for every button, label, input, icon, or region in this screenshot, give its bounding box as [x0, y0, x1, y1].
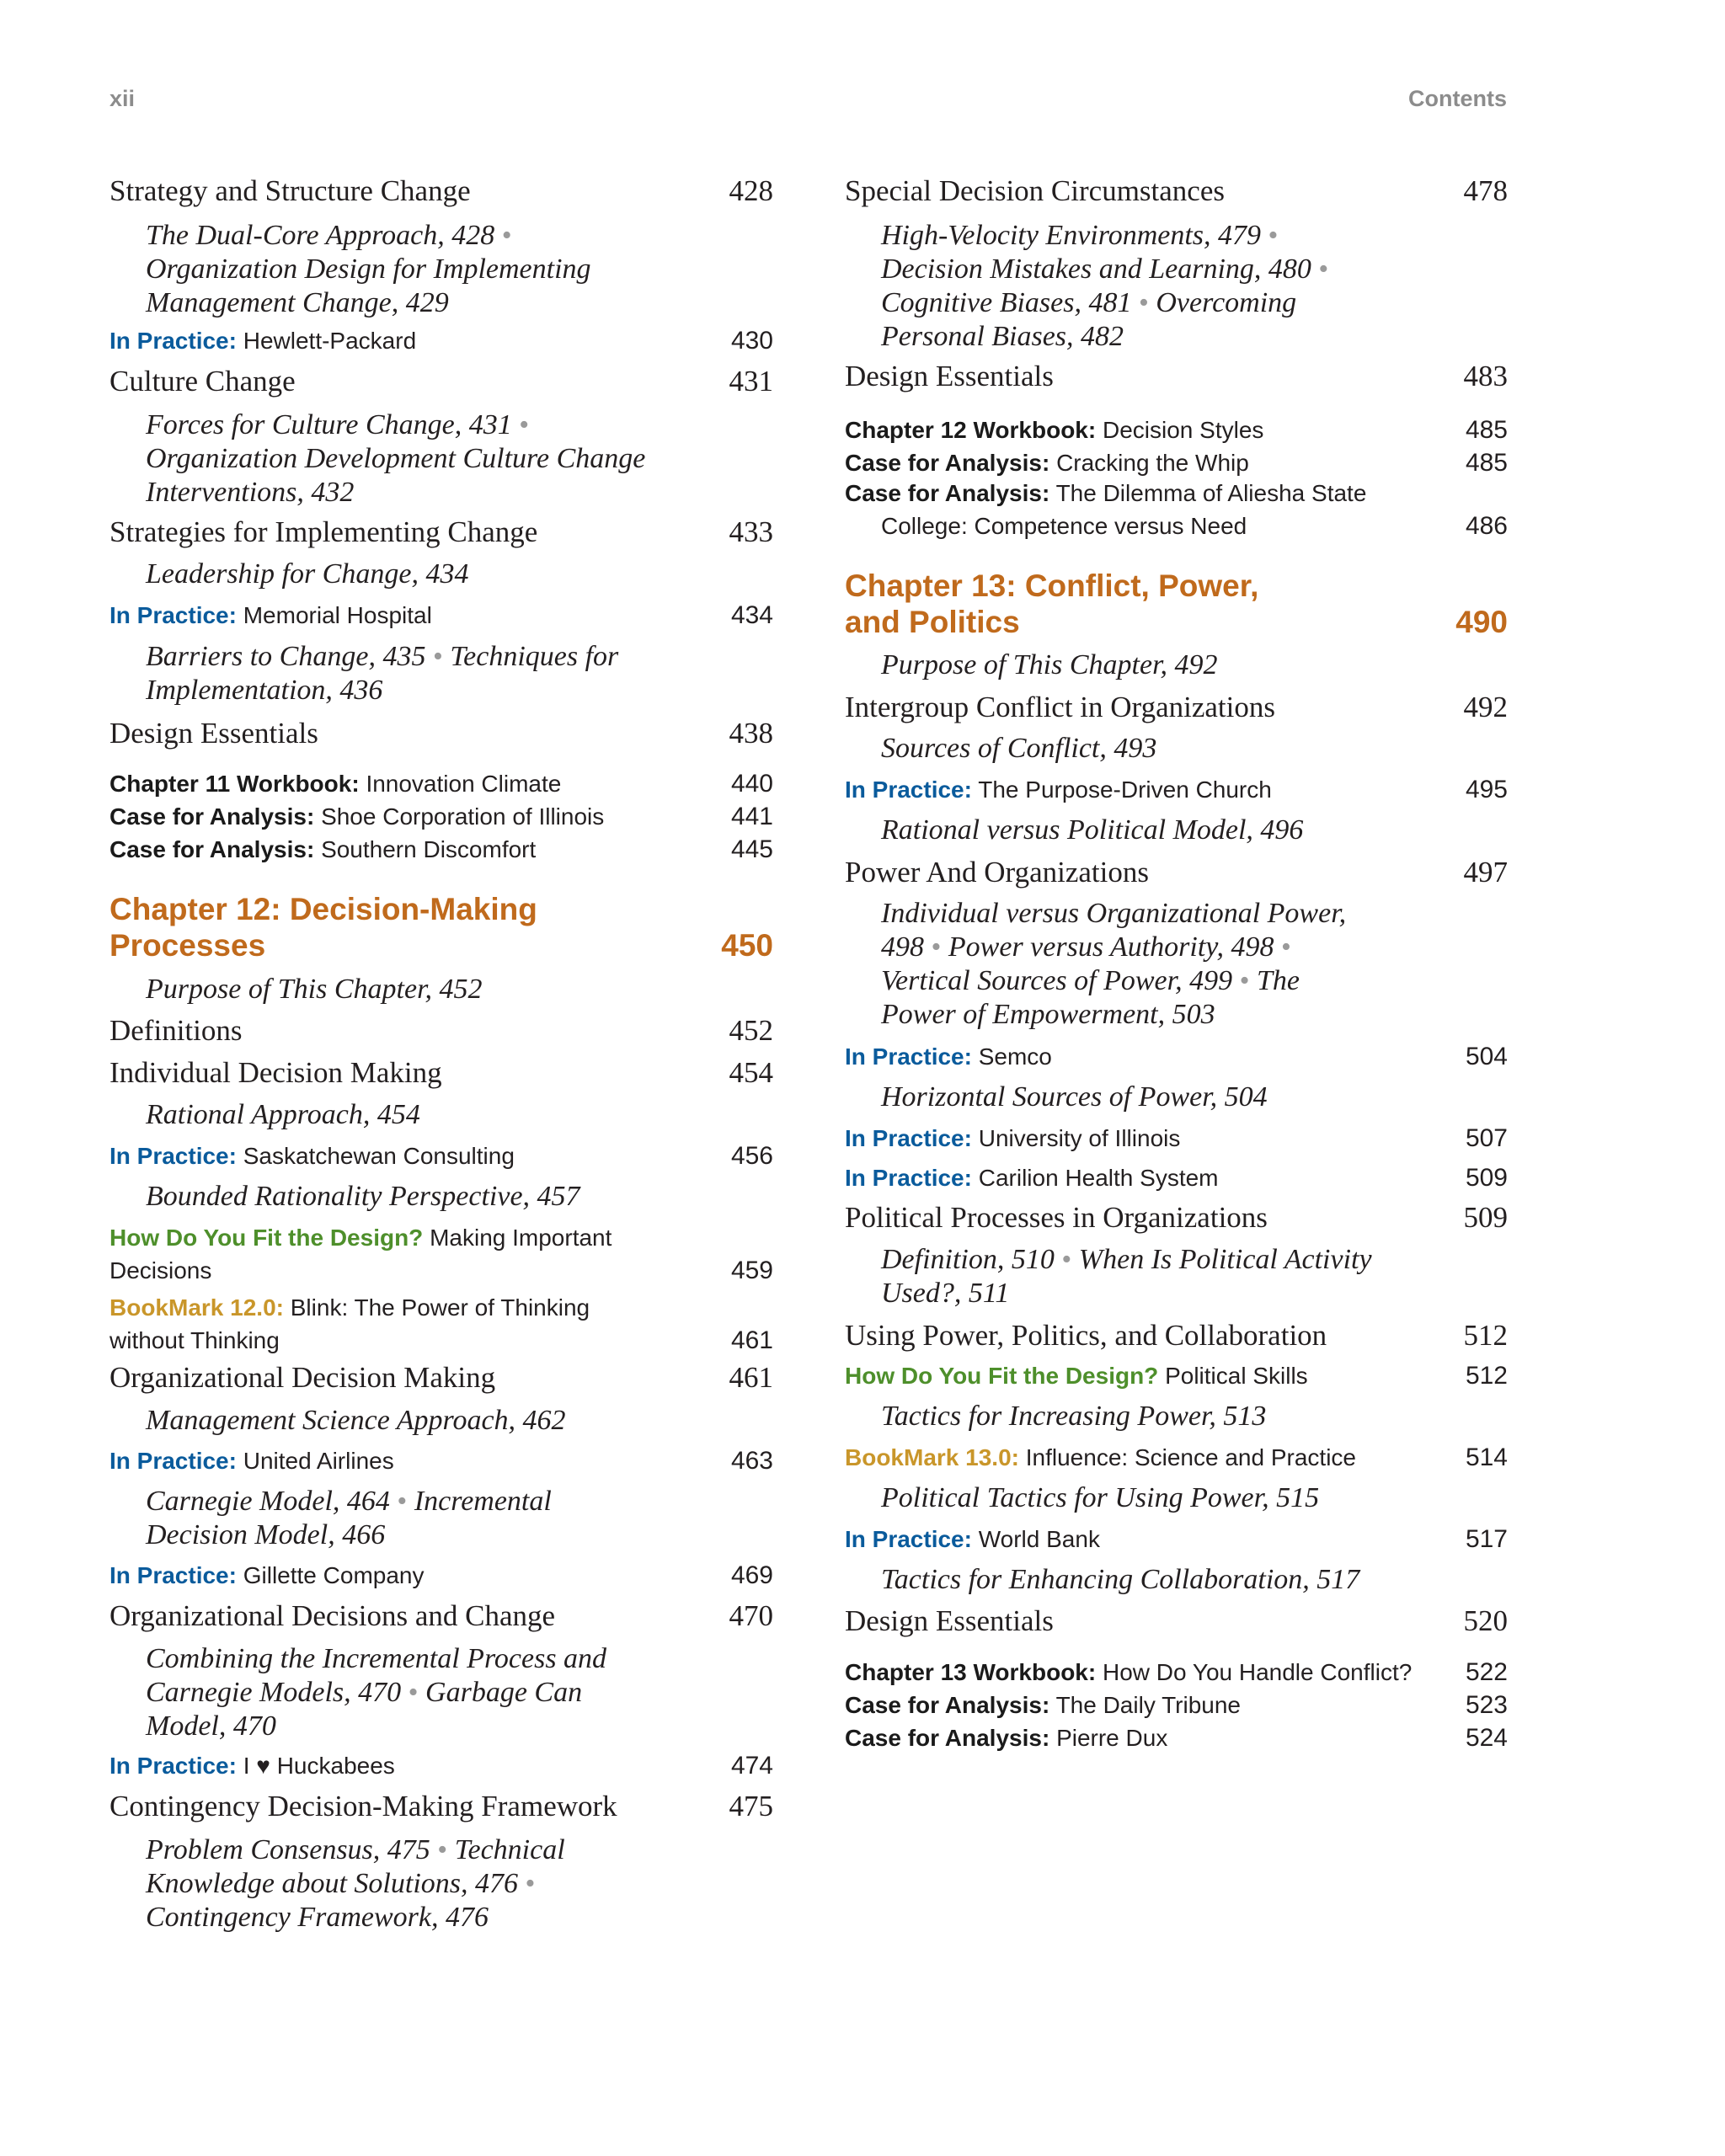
bullet-separator: •	[1061, 1244, 1072, 1275]
toc-subtopics: Rational versus Political Model, 496	[881, 814, 1304, 846]
feature-label: In Practice:	[109, 602, 237, 628]
page-ref: 514	[1465, 1444, 1508, 1471]
toc-subtopics: The Dual-Core Approach, 428 • Organization Design for Implementing Management Change, 429	[146, 220, 591, 318]
page-ref: 431	[729, 365, 773, 398]
toc-feature[interactable]: In Practice: The Purpose-Driven Church 495	[845, 773, 1508, 806]
page-ref: 486	[1465, 512, 1508, 540]
toc-subtopics: Horizontal Sources of Power, 504	[881, 1081, 1268, 1113]
feature-label: Chapter 12 Workbook:	[845, 417, 1097, 443]
bullet-separator: •	[501, 220, 512, 251]
chapter-page-ref: 490	[1455, 605, 1508, 639]
toc-case[interactable]: Case for Analysis: Cracking the Whip 485	[845, 446, 1508, 479]
page-ref: 478	[1463, 174, 1508, 207]
feature-label: How Do You Fit the Design?	[845, 1363, 1159, 1389]
running-head: Contents	[1408, 86, 1507, 111]
bullet-separator: •	[1268, 220, 1279, 251]
toc-subtopics: Purpose of This Chapter, 492	[881, 649, 1218, 680]
feature-label: In Practice:	[109, 1562, 237, 1588]
toc-feature[interactable]: In Practice: Hewlett-Packard 430	[109, 324, 773, 357]
bullet-separator: •	[1281, 931, 1291, 963]
toc-heading[interactable]: Strategies for Implementing Change 433	[109, 515, 773, 548]
page-ref: 485	[1465, 416, 1508, 444]
page-ref: 497	[1463, 856, 1508, 889]
toc-heading[interactable]: Design Essentials 520	[845, 1604, 1508, 1637]
bullet-separator: •	[931, 931, 942, 963]
toc-subtopics: Political Tactics for Using Power, 515	[881, 1482, 1320, 1513]
toc-subtopics: Definition, 510 • When Is Political Activity Used?, 511	[881, 1244, 1372, 1309]
page-ref: 461	[730, 1326, 773, 1354]
toc-subtopics: High-Velocity Environments, 479 • Decision Mistakes and Learning, 480 • Cognitive Biases, 481 • Overcoming Personal Biases, 482	[881, 220, 1329, 352]
feature-label: In Practice:	[845, 1165, 972, 1191]
toc-case[interactable]: Case for Analysis: Pierre Dux 524	[845, 1721, 1508, 1754]
toc-subtopics: Management Science Approach, 462	[146, 1405, 566, 1436]
page-ref: 463	[730, 1447, 773, 1475]
feature-label: In Practice:	[845, 1043, 972, 1070]
page-ref: 520	[1463, 1604, 1508, 1637]
toc-heading[interactable]: Power And Organizations 497	[845, 856, 1508, 889]
page-ref: 517	[1465, 1525, 1508, 1553]
toc-heading[interactable]: Contingency Decision-Making Framework 475	[109, 1790, 773, 1822]
bullet-separator: •	[525, 1868, 536, 1899]
page-ref: 512	[1465, 1362, 1508, 1390]
feature-label: In Practice:	[109, 328, 237, 354]
toc-workbook[interactable]: Chapter 13 Workbook: How Do You Handle Conflict? 522	[845, 1656, 1508, 1689]
toc-feature[interactable]: In Practice: Memorial Hospital 434	[109, 599, 773, 632]
page-ref: 509	[1465, 1164, 1508, 1192]
bullet-separator: •	[1318, 253, 1329, 285]
feature-label: In Practice:	[109, 1753, 237, 1779]
toc-feature[interactable]: In Practice: Carilion Health System 509	[845, 1161, 1508, 1194]
page-ref: 504	[1465, 1043, 1508, 1070]
toc-heading[interactable]: Intergroup Conflict in Organizations 492	[845, 691, 1508, 723]
feature-label: Case for Analysis:	[109, 836, 315, 862]
chapter-heading[interactable]: Chapter 12: Decision-Making Processes 450	[109, 892, 773, 963]
page-ref: 522	[1465, 1658, 1508, 1686]
toc-feature[interactable]: In Practice: Saskatchewan Consulting 456	[109, 1139, 773, 1172]
feature-label: How Do You Fit the Design?	[109, 1225, 424, 1251]
toc-feature[interactable]: In Practice: University of Illinois 507	[845, 1122, 1508, 1155]
feature-label: In Practice:	[109, 1143, 237, 1169]
feature-label: BookMark 12.0:	[109, 1294, 284, 1321]
bullet-separator: •	[397, 1486, 408, 1517]
page-ref: 461	[729, 1361, 773, 1394]
page-ref: 452	[729, 1014, 773, 1047]
page-ref: 474	[730, 1752, 773, 1780]
toc-case[interactable]: Case for Analysis: Southern Discomfort 445	[109, 833, 773, 866]
page-ref: 438	[729, 717, 773, 750]
feature-label: In Practice:	[845, 1526, 972, 1552]
page-ref: 483	[1463, 360, 1508, 392]
toc-feature[interactable]: In Practice: Semco 504	[845, 1040, 1508, 1073]
toc-subtopics: Rational Approach, 454	[146, 1099, 420, 1130]
page-ref: 430	[730, 327, 773, 355]
toc-fit-design[interactable]: How Do You Fit the Design? Political Skills 512	[845, 1359, 1508, 1392]
page-ref: 441	[730, 803, 773, 830]
feature-label: Case for Analysis:	[845, 1692, 1050, 1718]
toc-workbook[interactable]: Chapter 11 Workbook: Innovation Climate 440	[109, 767, 773, 800]
toc-bookmark[interactable]: BookMark 13.0: Influence: Science and Practice 514	[845, 1441, 1508, 1474]
page-ref: 495	[1465, 776, 1508, 803]
toc-subtopics: Purpose of This Chapter, 452	[146, 974, 483, 1005]
page-ref: 459	[730, 1257, 773, 1284]
toc-feature[interactable]: In Practice: I ♥ Huckabees 474	[109, 1749, 773, 1782]
toc-subtopics: Individual versus Organizational Power, 498 • Power versus Authority, 498 • Vertical Sources of Power, 499 • The Power of Empowerment, 503	[881, 898, 1347, 1030]
feature-label: Case for Analysis:	[845, 450, 1050, 476]
bullet-separator: •	[519, 409, 530, 440]
toc-heading[interactable]: Political Processes in Organizations 509	[845, 1201, 1508, 1234]
feature-label: In Practice:	[845, 776, 972, 803]
chapter-heading[interactable]: Chapter 13: Conflict, Power, and Politics 490	[845, 568, 1508, 639]
toc-subtopics: Leadership for Change, 434	[146, 558, 469, 590]
feature-label: BookMark 13.0:	[845, 1444, 1019, 1470]
bullet-separator: •	[1138, 287, 1149, 318]
feature-label: In Practice:	[845, 1125, 972, 1151]
toc-heading[interactable]: Using Power, Politics, and Collaboration 512	[845, 1319, 1508, 1352]
toc-heading[interactable]: Design Essentials 438	[109, 717, 773, 750]
bullet-separator: •	[408, 1677, 419, 1708]
page-ref: 509	[1463, 1201, 1508, 1234]
toc-fit-design[interactable]: How Do You Fit the Design? Making Important Decisions 459	[109, 1221, 773, 1287]
toc-subtopics: Carnegie Model, 464 • Incremental Decision Model, 466	[146, 1486, 552, 1550]
toc-heading[interactable]: Strategy and Structure Change 428	[109, 174, 773, 207]
feature-label: Chapter 13 Workbook:	[845, 1659, 1097, 1685]
toc-bookmark[interactable]: BookMark 12.0: Blink: The Power of Thinking without Thinking 461	[109, 1291, 773, 1357]
feature-label: Case for Analysis:	[845, 480, 1050, 506]
feature-label: Chapter 11 Workbook:	[109, 771, 360, 797]
page-ref: 470	[729, 1599, 773, 1632]
toc-feature[interactable]: In Practice: World Bank 517	[845, 1523, 1508, 1556]
toc-subtopics: Tactics for Increasing Power, 513	[881, 1401, 1267, 1432]
page-number: xii	[109, 86, 136, 111]
feature-label: In Practice:	[109, 1448, 237, 1474]
page-ref: 440	[730, 770, 773, 798]
toc-feature[interactable]: In Practice: United Airlines 463	[109, 1444, 773, 1477]
bullet-separator: •	[1239, 965, 1250, 996]
toc-subtopics: Tactics for Enhancing Collaboration, 517	[881, 1564, 1360, 1595]
toc-case[interactable]: Case for Analysis: The Dilemma of Aliesha State College: Competence versus Need 486	[845, 477, 1508, 542]
page-ref: 507	[1465, 1124, 1508, 1152]
bullet-separator: •	[432, 641, 443, 672]
chapter-page-ref: 450	[721, 928, 773, 963]
toc-heading[interactable]: Individual Decision Making 454	[109, 1056, 773, 1089]
page-ref: 428	[729, 174, 773, 207]
toc-heading[interactable]: Culture Change 431	[109, 365, 773, 398]
page-ref: 492	[1463, 691, 1508, 723]
page-ref: 524	[1465, 1724, 1508, 1752]
page-ref: 475	[729, 1790, 773, 1822]
toc-heading[interactable]: Organizational Decisions and Change 470	[109, 1599, 773, 1632]
toc-subtopics: Problem Consensus, 475 • Technical Knowledge about Solutions, 476 • Contingency Framework, 476	[146, 1834, 565, 1933]
bullet-separator: •	[437, 1834, 448, 1865]
page-ref: 523	[1465, 1691, 1508, 1719]
feature-label: Case for Analysis:	[845, 1725, 1050, 1751]
page-ref: 433	[729, 515, 773, 548]
toc-subtopics: Bounded Rationality Perspective, 457	[146, 1181, 580, 1212]
page-ref: 469	[730, 1561, 773, 1589]
toc-subtopics: Barriers to Change, 435 • Techniques for Implementation, 436	[146, 641, 619, 706]
page-ref: 454	[729, 1056, 773, 1089]
toc-case[interactable]: Case for Analysis: The Daily Tribune 523	[845, 1689, 1508, 1721]
feature-label: Case for Analysis:	[109, 803, 315, 830]
toc-workbook[interactable]: Chapter 12 Workbook: Decision Styles 485	[845, 414, 1508, 446]
toc-heading[interactable]: Definitions 452	[109, 1014, 773, 1047]
toc-feature[interactable]: In Practice: Gillette Company 469	[109, 1559, 773, 1592]
toc-heading[interactable]: Special Decision Circumstances 478	[845, 174, 1508, 207]
toc-subtopics: Combining the Incremental Process and Carnegie Models, 470 • Garbage Can Model, 470	[146, 1643, 607, 1742]
page-ref: 445	[730, 835, 773, 863]
toc-subtopics: Forces for Culture Change, 431 • Organization Development Culture Change Interventions, 432	[146, 409, 646, 508]
toc-heading[interactable]: Organizational Decision Making 461	[109, 1361, 773, 1394]
toc-subtopics: Sources of Conflict, 493	[881, 733, 1157, 764]
page-ref: 485	[1465, 449, 1508, 477]
page-ref: 434	[730, 601, 773, 629]
toc-heading[interactable]: Design Essentials 483	[845, 360, 1508, 392]
toc-case[interactable]: Case for Analysis: Shoe Corporation of Illinois 441	[109, 800, 773, 833]
page-ref: 456	[730, 1142, 773, 1170]
page-ref: 512	[1463, 1319, 1508, 1352]
